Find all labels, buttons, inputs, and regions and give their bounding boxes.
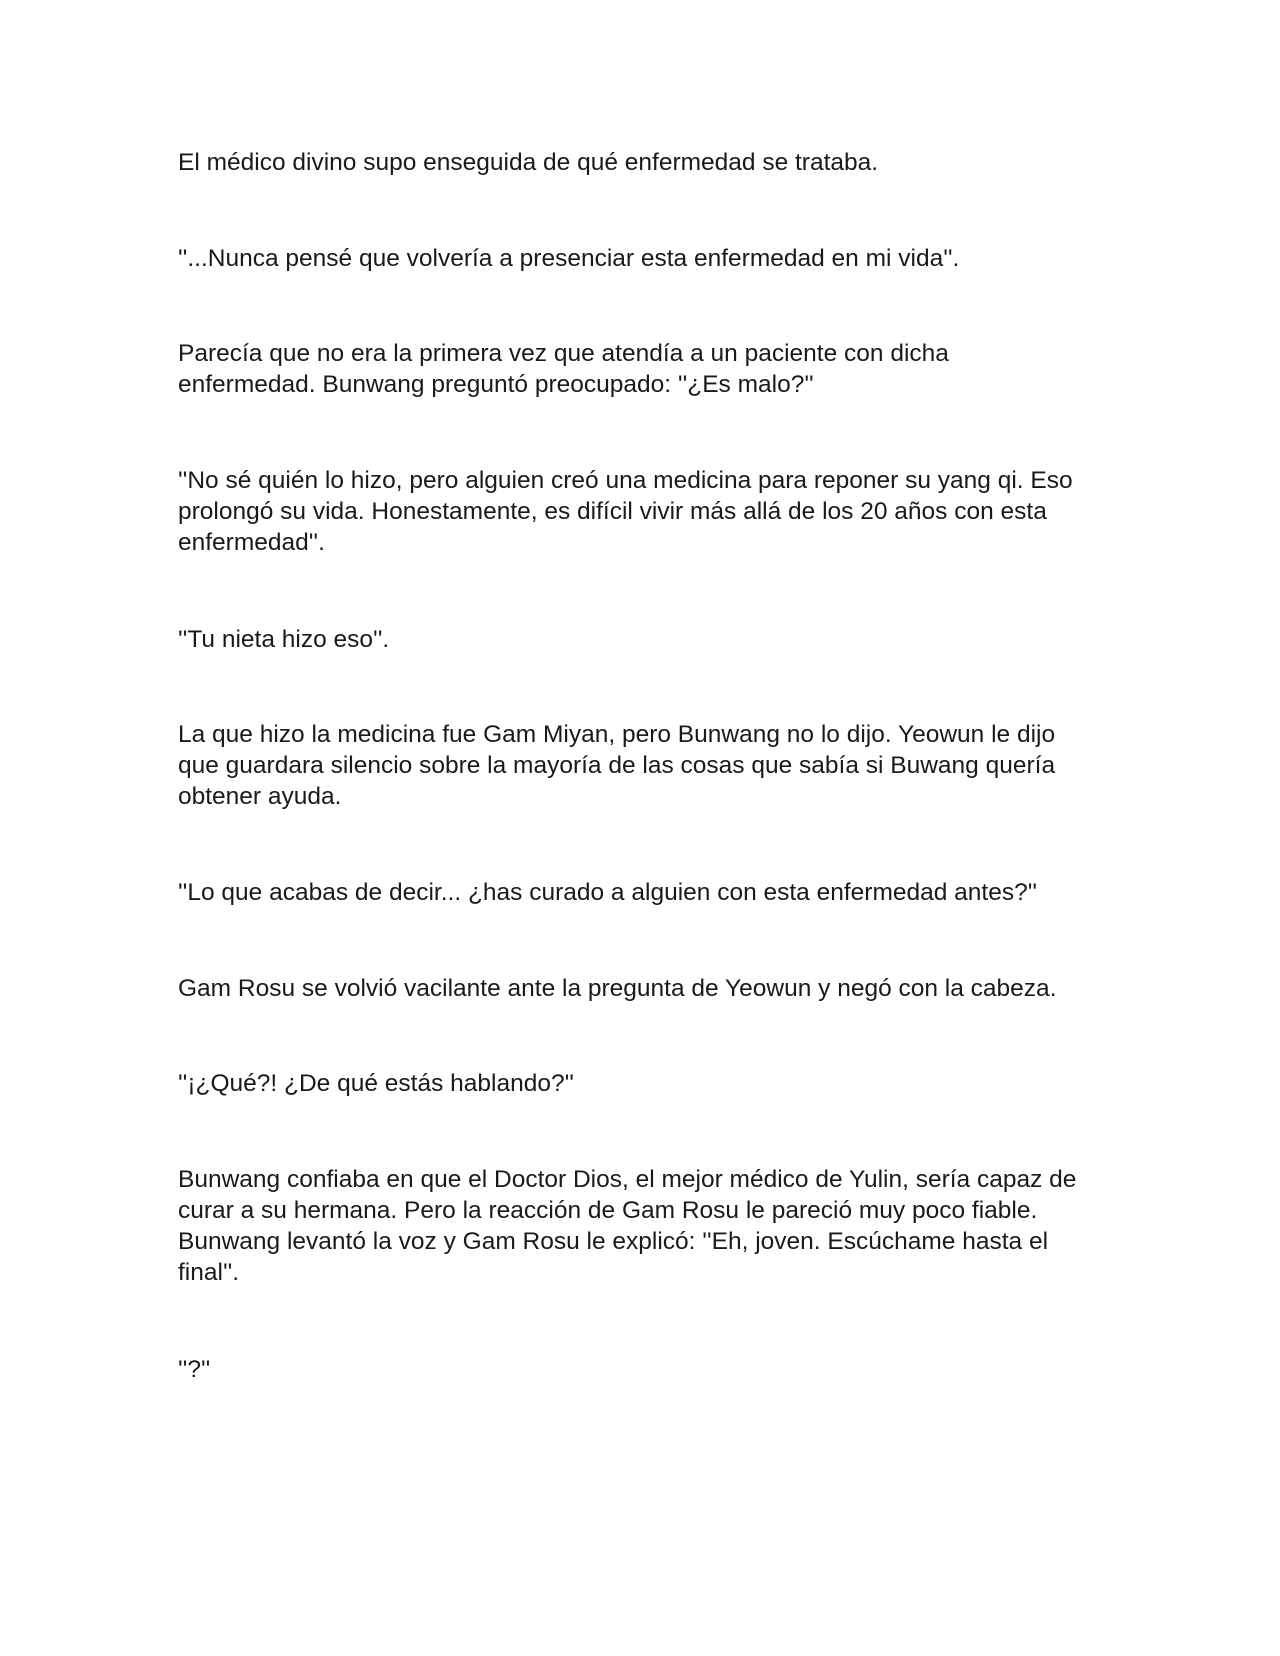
paragraph-2: ''...Nunca pensé que volvería a presenciar esta enfermedad en mi vida''. <box>178 245 960 272</box>
paragraph-8: Gam Rosu se volvió vacilante ante la pregunta de Yeowun y negó con la cabeza. <box>178 975 1057 1002</box>
paragraph-5: ''Tu nieta hizo eso''. <box>178 626 390 653</box>
paragraph-7: ''Lo que acabas de decir... ¿has curado a alguien con esta enfermedad antes?'' <box>178 879 1038 906</box>
paragraph-11: ''?'' <box>178 1356 211 1383</box>
paragraph-1: El médico divino supo enseguida de qué enfermedad se trataba. <box>178 149 879 176</box>
paragraph-9: ''¡¿Qué?! ¿De qué estás hablando?'' <box>178 1070 574 1097</box>
paragraph-3: Parecía que no era la primera vez que atendía a un paciente con dicha enfermedad. Bunwang preguntó preocupado: ''¿Es malo?'' <box>178 340 949 398</box>
paragraph-10: Bunwang confiaba en que el Doctor Dios, el mejor médico de Yulin, sería capaz de curar a su hermana. Pero la reacción de Gam Rosu le pareció muy poco fiable. Bunwang levantó la voz y Gam Rosu le explicó: ''Eh, joven. Escúchame hasta el final''. <box>178 1166 1077 1286</box>
paragraph-6: La que hizo la medicina fue Gam Miyan, pero Bunwang no lo dijo. Yeowun le dijo que guardara silencio sobre la mayoría de las cosas que sabía si Buwang quería obtener ayuda. <box>178 721 1056 810</box>
paragraph-4: ''No sé quién lo hizo, pero alguien creó una medicina para reponer su yang qi. Eso prolongó su vida. Honestamente, es difícil vivir más allá de los 20 años con esta enfermedad''. <box>178 467 1073 556</box>
